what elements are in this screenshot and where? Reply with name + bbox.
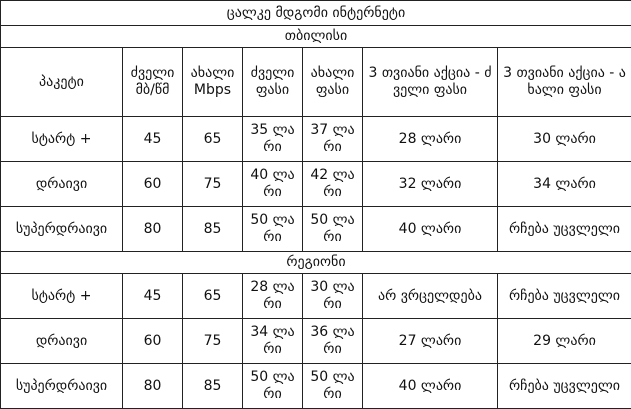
cell-old-price: 34 ლარი xyxy=(243,319,303,364)
cell-promo-new: რჩება უცვლელი xyxy=(498,364,631,409)
table-row xyxy=(1,117,631,162)
cell-new-speed: 85 xyxy=(183,364,243,409)
header-promo-old: 3 თვიანი აქცია - ძველი ფასი xyxy=(363,48,498,117)
section-title-region: რეგიონი xyxy=(1,252,631,274)
header-old-price: ძველი ფასი xyxy=(243,48,303,117)
cell-old-speed: 80 xyxy=(123,364,183,409)
cell-new-price: 50 ლარი xyxy=(303,207,363,252)
cell-package: სტარტ + xyxy=(1,117,123,162)
header-promo-new: 3 თვიანი აქცია - ახალი ფასი xyxy=(498,48,631,117)
cell-promo-new: 30 ლარი xyxy=(498,117,631,162)
section-row xyxy=(1,26,631,48)
table-row xyxy=(1,207,631,252)
cell-old-price: 50 ლარი xyxy=(243,364,303,409)
table-row xyxy=(1,274,631,319)
cell-package: სუპერდრაივი xyxy=(1,207,123,252)
table-row xyxy=(1,162,631,207)
section-title-tbilisi: თბილისი xyxy=(1,26,631,48)
cell-package: დრაივი xyxy=(1,319,123,364)
cell-promo-old: 28 ლარი xyxy=(363,117,498,162)
cell-old-price: 40 ლარი xyxy=(243,162,303,207)
cell-promo-old: 32 ლარი xyxy=(363,162,498,207)
cell-promo-new: 34 ლარი xyxy=(498,162,631,207)
cell-package: დრაივი xyxy=(1,162,123,207)
cell-new-price: 37 ლარი xyxy=(303,117,363,162)
cell-promo-old: არ ვრცელდება xyxy=(363,274,498,319)
cell-new-price: 42 ლარი xyxy=(303,162,363,207)
cell-old-speed: 45 xyxy=(123,117,183,162)
cell-new-speed: 85 xyxy=(183,207,243,252)
cell-promo-new: 29 ლარი xyxy=(498,319,631,364)
table-row xyxy=(1,319,631,364)
cell-package: სუპერდრაივი xyxy=(1,364,123,409)
cell-old-price: 50 ლარი xyxy=(243,207,303,252)
cell-new-speed: 75 xyxy=(183,162,243,207)
cell-new-price: 30 ლარი xyxy=(303,274,363,319)
cell-new-speed: 75 xyxy=(183,319,243,364)
cell-promo-new: რჩება უცვლელი xyxy=(498,274,631,319)
cell-old-price: 28 ლარი xyxy=(243,274,303,319)
cell-old-speed: 60 xyxy=(123,319,183,364)
section-row xyxy=(1,252,631,274)
title-row xyxy=(1,1,631,26)
cell-promo-old: 40 ლარი xyxy=(363,207,498,252)
table-row xyxy=(1,364,631,409)
header-new-speed: ახალი Mbps xyxy=(183,48,243,117)
cell-promo-new: რჩება უცვლელი xyxy=(498,207,631,252)
cell-promo-old: 27 ლარი xyxy=(363,319,498,364)
cell-old-speed: 45 xyxy=(123,274,183,319)
cell-old-price: 35 ლარი xyxy=(243,117,303,162)
cell-old-speed: 60 xyxy=(123,162,183,207)
header-row xyxy=(1,48,631,117)
header-package: პაკეტი xyxy=(1,48,123,117)
cell-package: სტარტ + xyxy=(1,274,123,319)
cell-new-speed: 65 xyxy=(183,274,243,319)
cell-new-speed: 65 xyxy=(183,117,243,162)
cell-new-price: 50 ლარი xyxy=(303,364,363,409)
header-old-speed: ძველი მბ/წმ xyxy=(123,48,183,117)
cell-promo-old: 40 ლარი xyxy=(363,364,498,409)
cell-old-speed: 80 xyxy=(123,207,183,252)
header-new-price: ახალი ფასი xyxy=(303,48,363,117)
table-title: ცალკე მდგომი ინტერნეტი xyxy=(1,1,631,26)
cell-new-price: 36 ლარი xyxy=(303,319,363,364)
